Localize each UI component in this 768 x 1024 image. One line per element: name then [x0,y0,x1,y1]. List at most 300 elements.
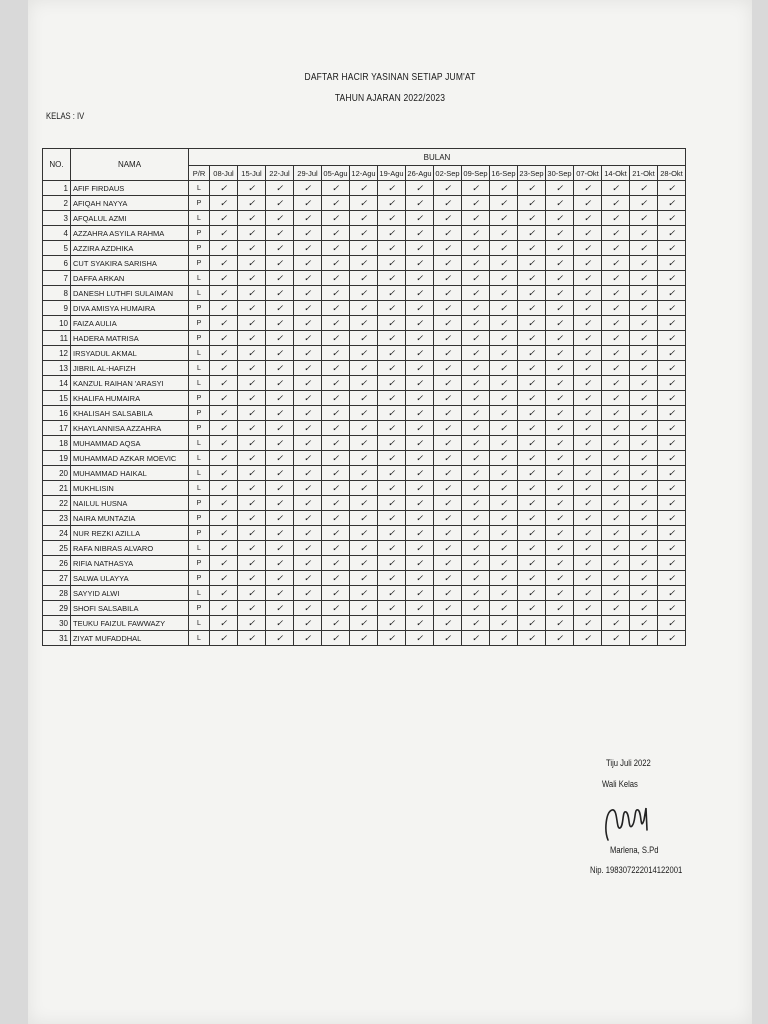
check-mark-icon: ✓ [602,346,630,361]
check-mark-icon: ✓ [490,301,518,316]
check-mark-icon: ✓ [518,241,546,256]
check-mark-icon: ✓ [658,541,686,556]
check-mark-icon: ✓ [378,376,406,391]
check-mark-icon: ✓ [518,181,546,196]
check-mark-icon: ✓ [546,421,574,436]
cell-number: 17 [43,421,71,436]
check-mark-icon: ✓ [238,241,266,256]
cell-number: 27 [43,571,71,586]
check-mark-icon: ✓ [350,286,378,301]
header-date: 21-Okt [630,166,658,181]
cell-gender: L [189,481,210,496]
check-mark-icon: ✓ [574,346,602,361]
check-mark-icon: ✓ [322,376,350,391]
table-row [43,421,686,436]
check-mark-icon: ✓ [210,526,238,541]
signature-name: Marlena, S.Pd [610,845,659,855]
check-mark-icon: ✓ [434,226,462,241]
check-mark-icon: ✓ [658,301,686,316]
check-mark-icon: ✓ [294,211,322,226]
check-mark-icon: ✓ [406,526,434,541]
cell-number: 30 [43,616,71,631]
check-mark-icon: ✓ [406,511,434,526]
check-mark-icon: ✓ [434,556,462,571]
check-mark-icon: ✓ [462,631,490,646]
check-mark-icon: ✓ [574,226,602,241]
cell-student-name: MUHAMMAD AZKAR MOEVIC [71,451,189,466]
check-mark-icon: ✓ [546,196,574,211]
check-mark-icon: ✓ [630,571,658,586]
cell-number: 15 [43,391,71,406]
cell-student-name: DANESH LUTHFI SULAIMAN [71,286,189,301]
cell-number: 28 [43,586,71,601]
check-mark-icon: ✓ [434,256,462,271]
check-mark-icon: ✓ [518,196,546,211]
check-mark-icon: ✓ [574,256,602,271]
cell-gender: P [189,496,210,511]
check-mark-icon: ✓ [210,571,238,586]
check-mark-icon: ✓ [378,361,406,376]
table-row [43,466,686,481]
check-mark-icon: ✓ [210,226,238,241]
check-mark-icon: ✓ [574,421,602,436]
check-mark-icon: ✓ [518,541,546,556]
check-mark-icon: ✓ [602,391,630,406]
check-mark-icon: ✓ [602,451,630,466]
check-mark-icon: ✓ [378,631,406,646]
check-mark-icon: ✓ [210,196,238,211]
check-mark-icon: ✓ [658,391,686,406]
check-mark-icon: ✓ [322,346,350,361]
cell-gender: L [189,586,210,601]
header-date: 29-Jul [294,166,322,181]
check-mark-icon: ✓ [462,331,490,346]
check-mark-icon: ✓ [210,376,238,391]
check-mark-icon: ✓ [378,301,406,316]
table-row [43,301,686,316]
check-mark-icon: ✓ [406,541,434,556]
check-mark-icon: ✓ [490,181,518,196]
check-mark-icon: ✓ [518,421,546,436]
check-mark-icon: ✓ [462,481,490,496]
check-mark-icon: ✓ [294,361,322,376]
class-label: KELAS : IV [46,111,85,121]
cell-student-name: AFQALUL AZMI [71,211,189,226]
check-mark-icon: ✓ [294,241,322,256]
check-mark-icon: ✓ [210,601,238,616]
cell-gender: L [189,361,210,376]
check-mark-icon: ✓ [658,226,686,241]
check-mark-icon: ✓ [518,586,546,601]
check-mark-icon: ✓ [574,511,602,526]
check-mark-icon: ✓ [266,466,294,481]
cell-gender: P [189,331,210,346]
cell-number: 26 [43,556,71,571]
cell-number: 5 [43,241,71,256]
check-mark-icon: ✓ [350,256,378,271]
header-date: 05-Agu [322,166,350,181]
cell-student-name: FAIZA AULIA [71,316,189,331]
check-mark-icon: ✓ [434,466,462,481]
check-mark-icon: ✓ [294,181,322,196]
check-mark-icon: ✓ [546,256,574,271]
check-mark-icon: ✓ [462,271,490,286]
header-date: 15-Jul [238,166,266,181]
check-mark-icon: ✓ [602,586,630,601]
check-mark-icon: ✓ [630,301,658,316]
cell-student-name: HADERA MATRISA [71,331,189,346]
check-mark-icon: ✓ [294,586,322,601]
check-mark-icon: ✓ [406,601,434,616]
check-mark-icon: ✓ [518,406,546,421]
check-mark-icon: ✓ [574,481,602,496]
check-mark-icon: ✓ [322,271,350,286]
check-mark-icon: ✓ [546,616,574,631]
check-mark-icon: ✓ [546,316,574,331]
check-mark-icon: ✓ [322,391,350,406]
check-mark-icon: ✓ [266,286,294,301]
check-mark-icon: ✓ [658,616,686,631]
check-mark-icon: ✓ [294,346,322,361]
check-mark-icon: ✓ [602,526,630,541]
check-mark-icon: ✓ [630,496,658,511]
check-mark-icon: ✓ [490,256,518,271]
check-mark-icon: ✓ [210,451,238,466]
check-mark-icon: ✓ [406,361,434,376]
check-mark-icon: ✓ [574,451,602,466]
check-mark-icon: ✓ [406,241,434,256]
check-mark-icon: ✓ [266,316,294,331]
check-mark-icon: ✓ [462,376,490,391]
check-mark-icon: ✓ [574,556,602,571]
check-mark-icon: ✓ [434,406,462,421]
check-mark-icon: ✓ [490,601,518,616]
check-mark-icon: ✓ [406,421,434,436]
check-mark-icon: ✓ [574,316,602,331]
check-mark-icon: ✓ [210,631,238,646]
check-mark-icon: ✓ [462,196,490,211]
check-mark-icon: ✓ [462,391,490,406]
check-mark-icon: ✓ [630,271,658,286]
cell-student-name: RIFIA NATHASYA [71,556,189,571]
check-mark-icon: ✓ [322,226,350,241]
table-row [43,616,686,631]
check-mark-icon: ✓ [602,421,630,436]
check-mark-icon: ✓ [630,406,658,421]
check-mark-icon: ✓ [210,421,238,436]
header-date: 22-Jul [266,166,294,181]
check-mark-icon: ✓ [238,616,266,631]
check-mark-icon: ✓ [658,451,686,466]
check-mark-icon: ✓ [490,196,518,211]
check-mark-icon: ✓ [490,481,518,496]
check-mark-icon: ✓ [238,211,266,226]
check-mark-icon: ✓ [378,391,406,406]
check-mark-icon: ✓ [378,181,406,196]
check-mark-icon: ✓ [266,256,294,271]
check-mark-icon: ✓ [602,511,630,526]
check-mark-icon: ✓ [434,481,462,496]
cell-number: 11 [43,331,71,346]
check-mark-icon: ✓ [490,286,518,301]
check-mark-icon: ✓ [574,361,602,376]
cell-gender: P [189,511,210,526]
check-mark-icon: ✓ [210,316,238,331]
cell-gender: P [189,226,210,241]
cell-gender: L [189,271,210,286]
check-mark-icon: ✓ [630,616,658,631]
check-mark-icon: ✓ [518,271,546,286]
table-row [43,256,686,271]
check-mark-icon: ✓ [462,241,490,256]
check-mark-icon: ✓ [238,391,266,406]
check-mark-icon: ✓ [406,451,434,466]
check-mark-icon: ✓ [574,301,602,316]
check-mark-icon: ✓ [518,526,546,541]
table-row [43,196,686,211]
cell-number: 21 [43,481,71,496]
cell-gender: P [189,316,210,331]
check-mark-icon: ✓ [658,406,686,421]
check-mark-icon: ✓ [322,616,350,631]
cell-number: 6 [43,256,71,271]
cell-number: 16 [43,406,71,421]
check-mark-icon: ✓ [350,346,378,361]
cell-gender: L [189,346,210,361]
handwritten-signature [600,800,660,846]
check-mark-icon: ✓ [574,436,602,451]
check-mark-icon: ✓ [266,376,294,391]
table-row [43,391,686,406]
check-mark-icon: ✓ [462,496,490,511]
check-mark-icon: ✓ [490,556,518,571]
check-mark-icon: ✓ [518,286,546,301]
cell-student-name: MUHAMMAD AQSA [71,436,189,451]
check-mark-icon: ✓ [658,331,686,346]
check-mark-icon: ✓ [350,196,378,211]
check-mark-icon: ✓ [602,316,630,331]
check-mark-icon: ✓ [378,511,406,526]
check-mark-icon: ✓ [462,466,490,481]
check-mark-icon: ✓ [406,196,434,211]
check-mark-icon: ✓ [602,571,630,586]
cell-student-name: TEUKU FAIZUL FAWWAZY [71,616,189,631]
check-mark-icon: ✓ [518,391,546,406]
table-row [43,241,686,256]
cell-student-name: JIBRIL AL-HAFIZH [71,361,189,376]
check-mark-icon: ✓ [546,556,574,571]
cell-gender: L [189,181,210,196]
check-mark-icon: ✓ [630,211,658,226]
check-mark-icon: ✓ [350,226,378,241]
check-mark-icon: ✓ [406,496,434,511]
check-mark-icon: ✓ [238,301,266,316]
check-mark-icon: ✓ [434,346,462,361]
check-mark-icon: ✓ [294,631,322,646]
cell-student-name: DIVA AMISYA HUMAIRA [71,301,189,316]
check-mark-icon: ✓ [350,376,378,391]
check-mark-icon: ✓ [490,421,518,436]
check-mark-icon: ✓ [238,406,266,421]
check-mark-icon: ✓ [434,496,462,511]
check-mark-icon: ✓ [462,451,490,466]
check-mark-icon: ✓ [238,586,266,601]
signature-place-date: Tiju Juli 2022 [606,758,651,768]
check-mark-icon: ✓ [658,271,686,286]
table-row [43,376,686,391]
check-mark-icon: ✓ [238,451,266,466]
header-date: 02-Sep [434,166,462,181]
check-mark-icon: ✓ [378,316,406,331]
check-mark-icon: ✓ [266,226,294,241]
check-mark-icon: ✓ [658,376,686,391]
document-subtitle: TAHUN AJARAN 2022/2023 [334,93,446,104]
check-mark-icon: ✓ [574,616,602,631]
check-mark-icon: ✓ [574,331,602,346]
check-mark-icon: ✓ [294,466,322,481]
check-mark-icon: ✓ [630,511,658,526]
check-mark-icon: ✓ [602,286,630,301]
check-mark-icon: ✓ [238,256,266,271]
check-mark-icon: ✓ [434,376,462,391]
cell-number: 31 [43,631,71,646]
table-row [43,481,686,496]
check-mark-icon: ✓ [210,466,238,481]
check-mark-icon: ✓ [518,211,546,226]
check-mark-icon: ✓ [602,631,630,646]
table-row [43,541,686,556]
cell-number: 12 [43,346,71,361]
check-mark-icon: ✓ [462,421,490,436]
header-date: 09-Sep [462,166,490,181]
check-mark-icon: ✓ [574,601,602,616]
check-mark-icon: ✓ [658,181,686,196]
check-mark-icon: ✓ [266,211,294,226]
cell-number: 7 [43,271,71,286]
check-mark-icon: ✓ [210,241,238,256]
check-mark-icon: ✓ [294,601,322,616]
check-mark-icon: ✓ [574,391,602,406]
cell-gender: P [189,196,210,211]
check-mark-icon: ✓ [574,241,602,256]
check-mark-icon: ✓ [266,616,294,631]
check-mark-icon: ✓ [406,256,434,271]
check-mark-icon: ✓ [406,436,434,451]
check-mark-icon: ✓ [490,226,518,241]
check-mark-icon: ✓ [406,316,434,331]
table-row [43,286,686,301]
check-mark-icon: ✓ [378,211,406,226]
check-mark-icon: ✓ [658,421,686,436]
cell-gender: P [189,256,210,271]
check-mark-icon: ✓ [490,331,518,346]
check-mark-icon: ✓ [378,256,406,271]
header-pr: P/R [189,166,210,181]
check-mark-icon: ✓ [462,406,490,421]
check-mark-icon: ✓ [546,286,574,301]
check-mark-icon: ✓ [518,496,546,511]
check-mark-icon: ✓ [462,556,490,571]
check-mark-icon: ✓ [630,556,658,571]
check-mark-icon: ✓ [294,481,322,496]
check-mark-icon: ✓ [350,556,378,571]
check-mark-icon: ✓ [434,331,462,346]
check-mark-icon: ✓ [490,241,518,256]
check-mark-icon: ✓ [462,301,490,316]
check-mark-icon: ✓ [238,376,266,391]
check-mark-icon: ✓ [210,541,238,556]
check-mark-icon: ✓ [434,181,462,196]
check-mark-icon: ✓ [294,421,322,436]
check-mark-icon: ✓ [350,586,378,601]
check-mark-icon: ✓ [322,406,350,421]
check-mark-icon: ✓ [462,181,490,196]
check-mark-icon: ✓ [518,331,546,346]
check-mark-icon: ✓ [238,196,266,211]
table-row [43,436,686,451]
check-mark-icon: ✓ [238,181,266,196]
check-mark-icon: ✓ [378,481,406,496]
check-mark-icon: ✓ [462,541,490,556]
cell-gender: P [189,406,210,421]
table-row [43,181,686,196]
check-mark-icon: ✓ [546,241,574,256]
check-mark-icon: ✓ [630,541,658,556]
check-mark-icon: ✓ [658,361,686,376]
check-mark-icon: ✓ [518,301,546,316]
check-mark-icon: ✓ [406,631,434,646]
check-mark-icon: ✓ [210,256,238,271]
check-mark-icon: ✓ [322,541,350,556]
check-mark-icon: ✓ [434,391,462,406]
cell-number: 20 [43,466,71,481]
check-mark-icon: ✓ [658,496,686,511]
check-mark-icon: ✓ [658,526,686,541]
check-mark-icon: ✓ [350,421,378,436]
check-mark-icon: ✓ [378,406,406,421]
check-mark-icon: ✓ [546,406,574,421]
check-mark-icon: ✓ [350,451,378,466]
check-mark-icon: ✓ [434,451,462,466]
check-mark-icon: ✓ [294,556,322,571]
check-mark-icon: ✓ [266,181,294,196]
check-mark-icon: ✓ [462,361,490,376]
check-mark-icon: ✓ [294,301,322,316]
check-mark-icon: ✓ [322,496,350,511]
check-mark-icon: ✓ [378,616,406,631]
check-mark-icon: ✓ [518,346,546,361]
check-mark-icon: ✓ [518,361,546,376]
check-mark-icon: ✓ [238,226,266,241]
cell-number: 8 [43,286,71,301]
check-mark-icon: ✓ [658,436,686,451]
check-mark-icon: ✓ [630,256,658,271]
check-mark-icon: ✓ [406,346,434,361]
check-mark-icon: ✓ [406,376,434,391]
check-mark-icon: ✓ [294,316,322,331]
table-row [43,586,686,601]
check-mark-icon: ✓ [658,316,686,331]
check-mark-icon: ✓ [406,391,434,406]
check-mark-icon: ✓ [378,556,406,571]
check-mark-icon: ✓ [518,466,546,481]
check-mark-icon: ✓ [490,376,518,391]
check-mark-icon: ✓ [574,631,602,646]
check-mark-icon: ✓ [490,586,518,601]
check-mark-icon: ✓ [406,226,434,241]
check-mark-icon: ✓ [378,226,406,241]
cell-number: 14 [43,376,71,391]
